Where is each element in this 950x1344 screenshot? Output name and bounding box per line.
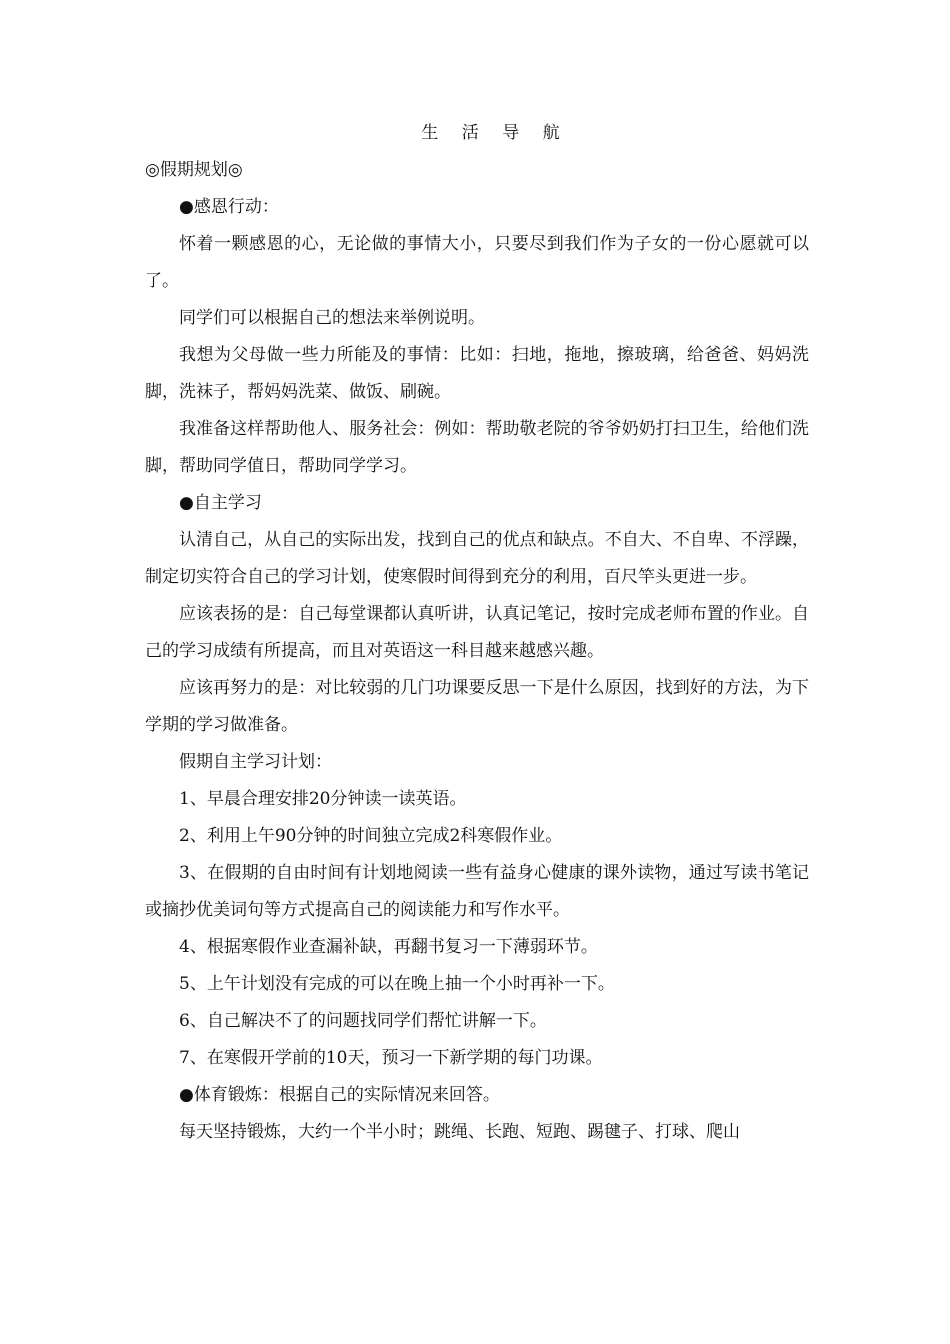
plan-item: 4、根据寒假作业查漏补缺，再翻书复习一下薄弱环节。 <box>179 937 598 957</box>
paragraph: 同学们可以根据自己的想法来举例说明。 <box>179 308 485 328</box>
paragraph: 每天坚持锻炼，大约一个半小时；跳绳、长跑、短跑、踢毽子、打球、爬山 <box>179 1122 740 1142</box>
plan-item: 5、上午计划没有完成的可以在晚上抽一个小时再补一下。 <box>179 974 615 994</box>
paragraph: 认清自己，从自己的实际出发，找到自己的优点和缺点。不自大、不自卑、不浮躁，制定切实符合自己的学习计划，使寒假时间得到充分的利用，百尺竿头更进一步。 <box>145 530 809 587</box>
plan-item: 1、早晨合理安排20分钟读一读英语。 <box>179 789 467 809</box>
plan-item: 6、自己解决不了的问题找同学们帮忙讲解一下。 <box>179 1011 547 1031</box>
page-title: 生 活 导 航 <box>421 123 569 143</box>
plan-item: 3、在假期的自由时间有计划地阅读一些有益身心健康的课外读物，通过写读书笔记或摘抄优美词句等方式提高自己的阅读能力和写作水平。 <box>145 863 809 920</box>
plan-item: 2、利用上午90分钟的时间独立完成2科寒假作业。 <box>179 826 563 846</box>
paragraph: 应该表扬的是：自己每堂课都认真听讲，认真记笔记，按时完成老师布置的作业。自己的学习成绩有所提高，而且对英语这一科目越来越感兴趣。 <box>145 604 809 661</box>
subheading-gratitude: ●感恩行动： <box>179 197 279 217</box>
paragraph: 我想为父母做一些力所能及的事情：比如：扫地，拖地，擦玻璃，给爸爸、妈妈洗脚，洗袜子，帮妈妈洗菜、做饭、刷碗。 <box>145 345 809 402</box>
paragraph: 应该再努力的是：对比较弱的几门功课要反思一下是什么原因，找到好的方法，为下学期的学习做准备。 <box>145 678 809 735</box>
paragraph: 怀着一颗感恩的心，无论做的事情大小，只要尽到我们作为子女的一份心愿就可以了。 <box>145 234 809 291</box>
paragraph: 假期自主学习计划： <box>179 752 332 772</box>
paragraph: 我准备这样帮助他人、服务社会：例如：帮助敬老院的爷爷奶奶打扫卫生，给他们洗脚，帮助同学值日，帮助同学学习。 <box>145 419 809 476</box>
document-body <box>145 152 809 1151</box>
subheading-self-study: ●自主学习 <box>179 493 262 513</box>
plan-item: 7、在寒假开学前的10天，预习一下新学期的每门功课。 <box>179 1048 603 1068</box>
subheading-exercise: ●体育锻炼：根据自己的实际情况来回答。 <box>179 1085 500 1105</box>
section-heading: ◎假期规划◎ <box>145 160 243 180</box>
